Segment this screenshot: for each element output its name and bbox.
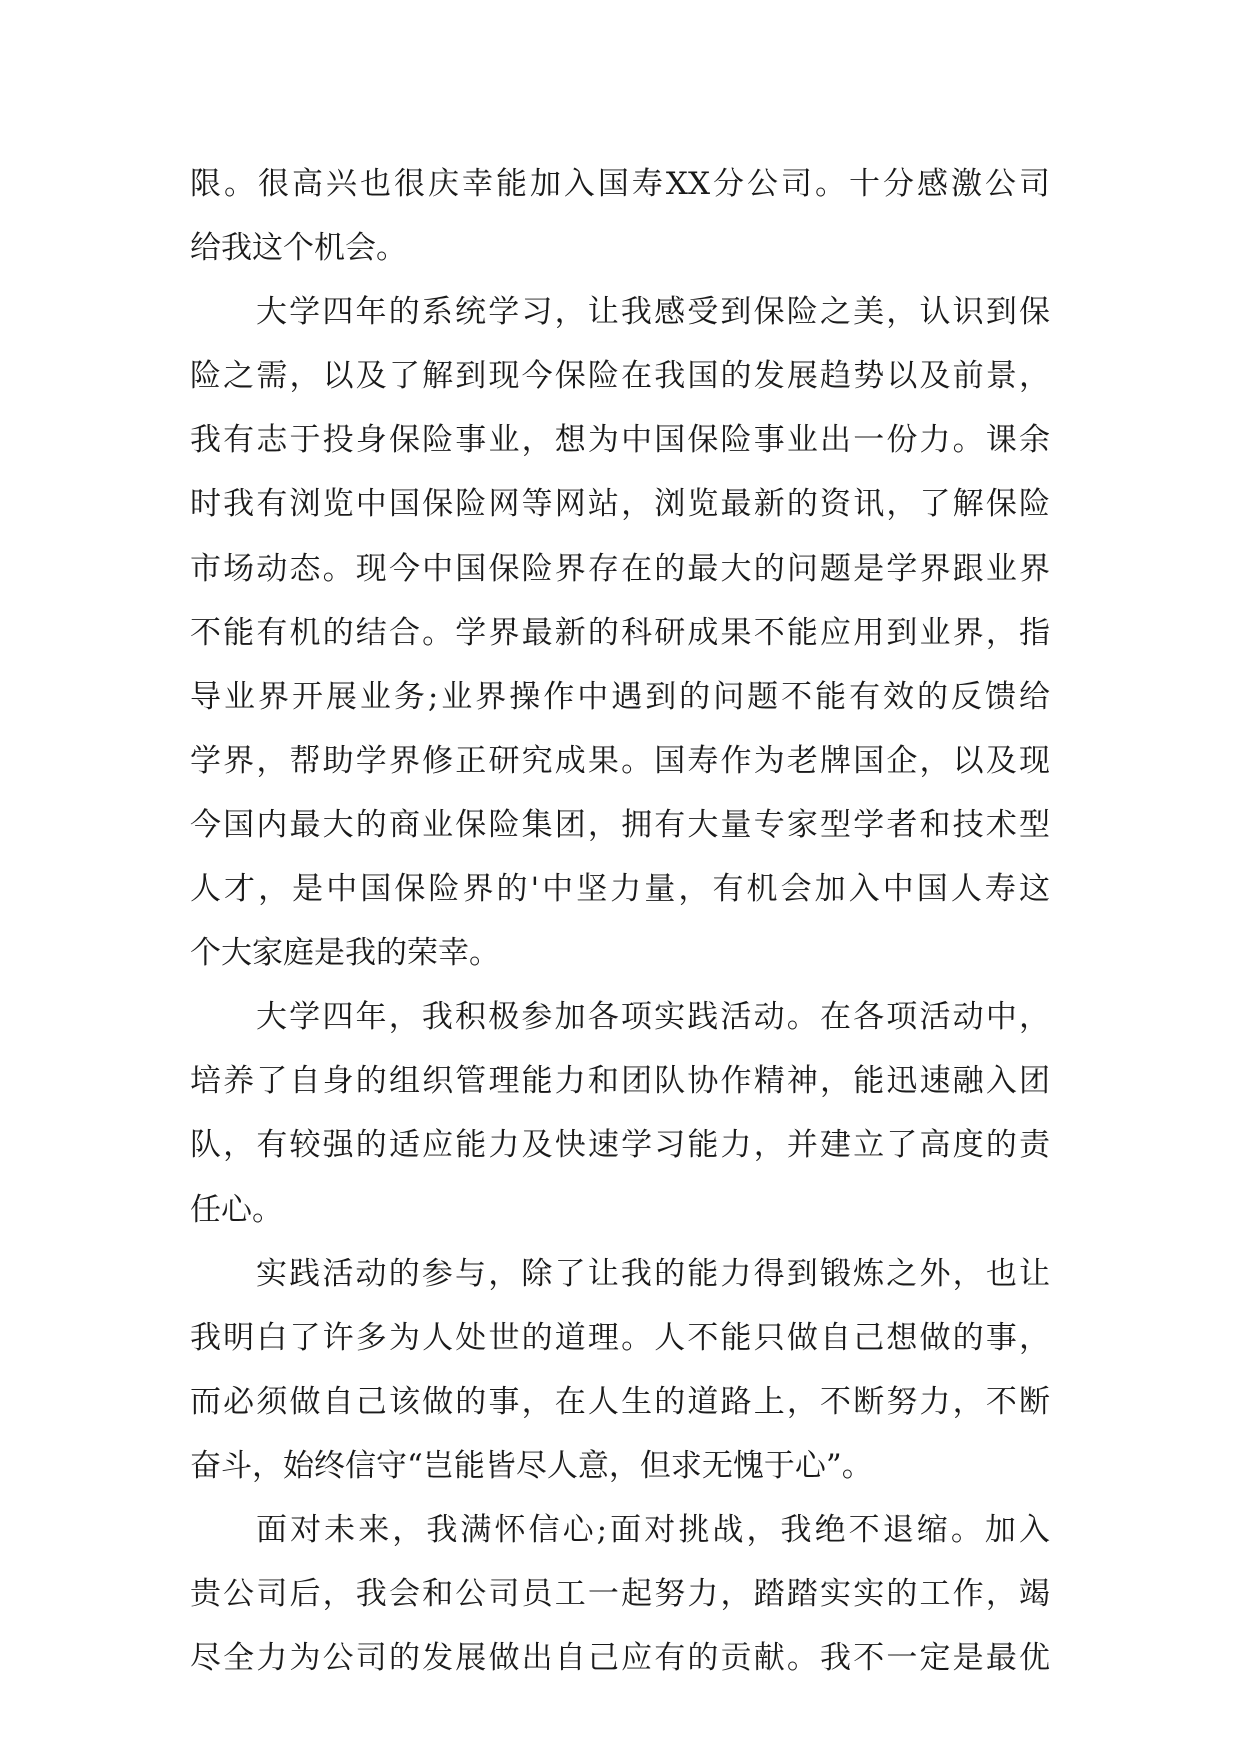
text-line: 险之需，以及了解到现今保险在我国的发展趋势以及前景， bbox=[190, 358, 1050, 395]
text-line: 大学四年，我积极参加各项实践活动。在各项活动中， bbox=[256, 999, 1050, 1036]
text-line: 大学四年的系统学习，让我感受到保险之美，认识到保 bbox=[256, 294, 1050, 331]
text-line: 贵公司后，我会和公司员工一起努力，踏踏实实的工作，竭 bbox=[190, 1576, 1050, 1613]
text-line: 个大家庭是我的荣幸。 bbox=[190, 935, 500, 972]
text-line: 我有志于投身保险事业，想为中国保险事业出一份力。课余 bbox=[190, 422, 1050, 459]
text-line: 导业界开展业务;业界操作中遇到的问题不能有效的反馈给 bbox=[190, 678, 1050, 715]
text-line: 我明白了许多为人处世的道理。人不能只做自己想做的事， bbox=[190, 1319, 1050, 1356]
text-line: 不能有机的结合。学界最新的科研成果不能应用到业界，指 bbox=[190, 614, 1050, 651]
text-line: 培养了自身的组织管理能力和团队协作精神，能迅速融入团 bbox=[190, 1063, 1050, 1100]
text-line: 学界，帮助学界修正研究成果。国寿作为老牌国企，以及现 bbox=[190, 742, 1050, 779]
text-line: 尽全力为公司的发展做出自己应有的贡献。我不一定是最优 bbox=[190, 1640, 1050, 1677]
text-line: 而必须做自己该做的事，在人生的道路上，不断努力，不断 bbox=[190, 1383, 1050, 1420]
text-line: 面对未来，我满怀信心;面对挑战，我绝不退缩。加入 bbox=[256, 1511, 1050, 1548]
text-line: 给我这个机会。 bbox=[190, 230, 407, 267]
text-line: 人才，是中国保险界的'中坚力量，有机会加入中国人寿这 bbox=[190, 871, 1050, 908]
text-line: 今国内最大的商业保险集团，拥有大量专家型学者和技术型 bbox=[190, 806, 1050, 843]
text-line: 市场动态。现今中国保险界存在的最大的问题是学界跟业界 bbox=[190, 550, 1050, 587]
text-line: 时我有浏览中国保险网等网站，浏览最新的资讯，了解保险 bbox=[190, 486, 1050, 523]
text-line: 任心。 bbox=[190, 1191, 283, 1228]
text-line: 奋斗，始终信守“岂能皆尽人意，但求无愧于心”。 bbox=[190, 1447, 873, 1484]
text-line: 队，有较强的适应能力及快速学习能力，并建立了高度的责 bbox=[190, 1127, 1050, 1164]
text-line: 实践活动的参与，除了让我的能力得到锻炼之外，也让 bbox=[256, 1255, 1050, 1292]
text-line: 限。很高兴也很庆幸能加入国寿XX分公司。十分感激公司 bbox=[190, 166, 1050, 202]
body-text bbox=[190, 152, 1050, 1690]
